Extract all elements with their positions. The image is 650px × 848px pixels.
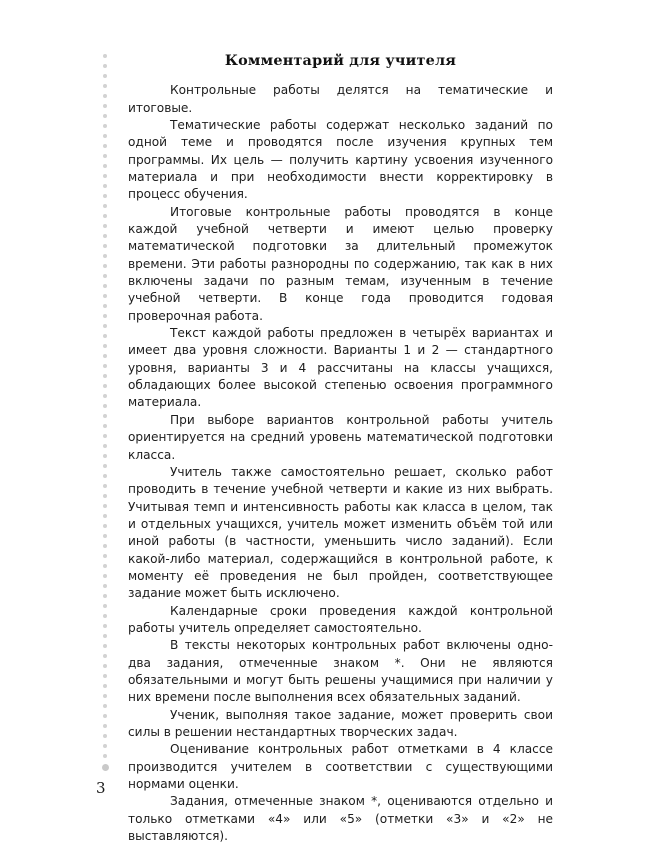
- margin-dot: [103, 274, 107, 278]
- margin-dot: [103, 604, 107, 608]
- margin-dot: [103, 624, 107, 628]
- margin-dot: [103, 644, 107, 648]
- margin-dot: [103, 214, 107, 218]
- margin-dot: [103, 374, 107, 378]
- margin-dot: [103, 54, 107, 58]
- margin-dot: [103, 524, 107, 528]
- margin-dot: [103, 664, 107, 668]
- paragraph: При выборе вариантов контрольной работы учитель ориентируется на средний уровень математической подготовки класса.: [128, 412, 553, 462]
- margin-dot: [102, 764, 109, 771]
- margin-dot: [103, 584, 107, 588]
- margin-dot: [103, 724, 107, 728]
- margin-dot: [103, 304, 107, 308]
- paragraph: Ученик, выполняя такое задание, может проверить свои силы в решении нестандартных творческих задач.: [128, 707, 553, 739]
- margin-dot: [103, 384, 107, 388]
- margin-dot: [103, 614, 107, 618]
- margin-dot: [103, 364, 107, 368]
- margin-dot: [103, 174, 107, 178]
- margin-dot: [103, 704, 107, 708]
- margin-dot: [103, 144, 107, 148]
- margin-dot: [103, 164, 107, 168]
- margin-dot: [103, 134, 107, 138]
- paragraph: Учитель также самостоятельно решает, сколько работ проводить в течение учебной четверти и какие из них выбрать. Учитывая темп и интенсивность работы как класса в целом, так и отдельных учащихся, учитель может изменить объём той или иной работы (в частности, уменьшить число заданий). Если какой-либо материал, содержащийся в контрольной работе, к моменту её проведения не был пройден, соответствующее задание может быть исключено.: [128, 464, 553, 601]
- margin-dot: [103, 254, 107, 258]
- margin-dot: [103, 734, 107, 738]
- margin-dot: [103, 674, 107, 678]
- margin-dot: [103, 484, 107, 488]
- paragraph: Текст каждой работы предложен в четырёх вариантах и имеет два уровня сложности. Варианты 1 и 2 — стандартного уровня, варианты 3 и 4 рассчитаны на классы учащихся, обладающих более высокой степенью освоения программного материала.: [128, 326, 553, 410]
- margin-dot: [103, 284, 107, 288]
- margin-dot: [103, 414, 107, 418]
- margin-dot: [103, 94, 107, 98]
- margin-dot: [103, 744, 107, 748]
- margin-dot: [103, 204, 107, 208]
- paragraph: Итоговые контрольные работы проводятся в конце каждой учебной четверти и имеют целью проверку математической подготовки за длительный промежуток времени. Эти работы разнородны по содержанию, так как в них включены задачи по разным темам, изученным в течение учебной четверти. В конце года проводится годовая проверочная работа.: [128, 204, 553, 323]
- margin-dot: [103, 504, 107, 508]
- margin-dot: [103, 264, 107, 268]
- paragraph: Задания, отмеченные знаком *, оцениваются отдельно и только отметками «4» или «5» (отметки «3» и «2» не выставляются).: [128, 794, 553, 844]
- margin-dot: [103, 714, 107, 718]
- margin-dot: [103, 394, 107, 398]
- page-content: [128, 52, 553, 845]
- margin-dot: [103, 184, 107, 188]
- margin-dot: [103, 244, 107, 248]
- margin-dot: [103, 154, 107, 158]
- margin-dot: [103, 194, 107, 198]
- margin-dot: [103, 514, 107, 518]
- margin-dot: [103, 454, 107, 458]
- margin-dot: [103, 474, 107, 478]
- margin-dot: [103, 444, 107, 448]
- margin-dot: [103, 434, 107, 438]
- margin-dot: [103, 634, 107, 638]
- margin-dot: [103, 694, 107, 698]
- margin-dot: [103, 464, 107, 468]
- margin-dot: [103, 754, 107, 758]
- margin-dot: [103, 354, 107, 358]
- margin-dot: [103, 124, 107, 128]
- margin-dot: [103, 574, 107, 578]
- margin-dot: [103, 104, 107, 108]
- dotted-rule-icon: [103, 54, 110, 766]
- paragraph: Календарные сроки проведения каждой контрольной работы учитель определяет самостоятельно.: [128, 603, 553, 635]
- margin-dot: [103, 234, 107, 238]
- margin-dot: [103, 654, 107, 658]
- margin-dot: [103, 684, 107, 688]
- margin-dot: [103, 494, 107, 498]
- margin-dot: [103, 84, 107, 88]
- margin-dot: [103, 594, 107, 598]
- margin-dot: [103, 544, 107, 548]
- margin-dot: [103, 114, 107, 118]
- paragraph: Оценивание контрольных работ отметками в 4 классе производится учителем в соответствии с существующими нормами оценки.: [128, 742, 553, 792]
- margin-dot: [103, 74, 107, 78]
- margin-dot: [103, 424, 107, 428]
- paragraph: Тематические работы содержат несколько заданий по одной теме и проводятся после изучения крупных тем программы. Их цель — получить картину усвоения изученного материала и при необходимости внести корректировку в процесс обучения.: [128, 117, 553, 202]
- paragraph: В тексты некоторых контрольных работ включены одно-два задания, отмеченные знаком *. Они не являются обязательными и могут быть решены учащимися при наличии у них времени после выполнения всех обязательных заданий.: [128, 638, 553, 705]
- margin-dot: [103, 404, 107, 408]
- margin-dot: [103, 314, 107, 318]
- margin-dot: [103, 334, 107, 338]
- margin-dot: [103, 324, 107, 328]
- page-number: 3: [96, 779, 106, 797]
- margin-dot: [103, 294, 107, 298]
- margin-dot: [103, 554, 107, 558]
- page-title: Комментарий для учителя: [224, 52, 457, 69]
- paragraph: Контрольные работы делятся на тематические и итоговые.: [128, 83, 553, 115]
- margin-dot: [103, 64, 107, 68]
- margin-dot: [103, 564, 107, 568]
- margin-dot: [103, 224, 107, 228]
- margin-dot: [103, 344, 107, 348]
- margin-dot: [103, 534, 107, 538]
- body-text: [128, 82, 553, 845]
